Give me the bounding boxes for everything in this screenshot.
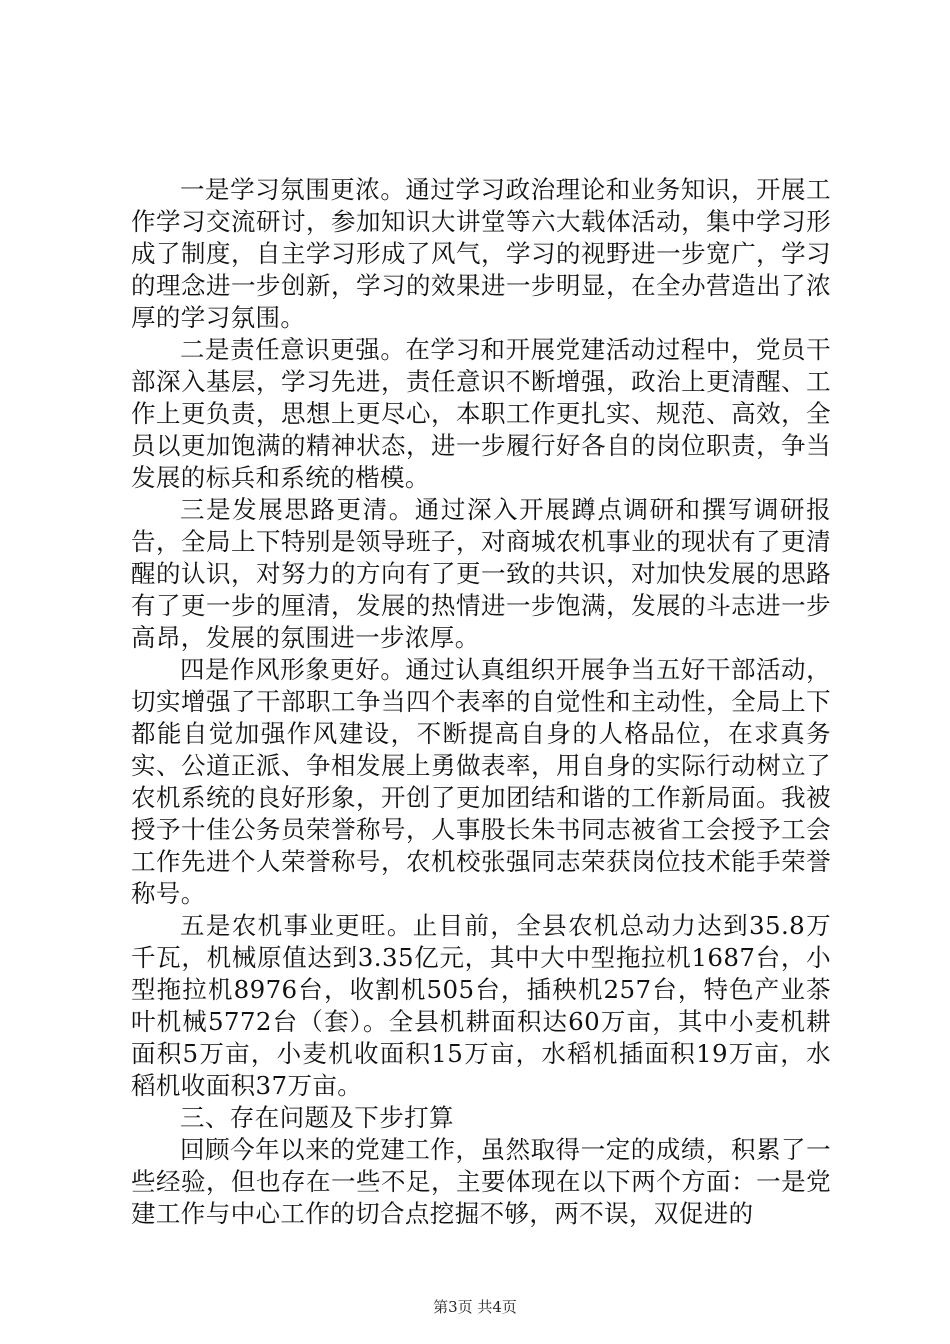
- paragraph-work-style: 四是作风形象更好。通过认真组织开展争当五好干部活动，切实增强了干部职工争当四个表率的自觉性和主动性，全局上下都能自觉加强作风建设，不断提高自身的人格品位，在求真务实、公道正派、争相发展上勇做表率，用自身的实际行动树立了农机系统的良好形象，开创了更加团结和谐的工作新局面。我被授予十佳公务员荣誉称号，人事股长朱书同志被省工会授予工会工作先进个人荣誉称号，农机校张强同志荣获岗位技术能手荣誉称号。: [131, 655, 831, 908]
- section-heading-problems: 三、存在问题及下步打算: [180, 1103, 454, 1132]
- paragraph-study-atmosphere: 一是学习氛围更浓。通过学习政治理论和业务知识，开展工作学习交流研讨，参加知识大讲堂等六大载体活动，集中学习形成了制度，自主学习形成了风气，学习的视野进一步宽广，学习的理念进一步创新，学习的效果进一步明显，在全办营造出了浓厚的学习氛围。: [131, 175, 831, 332]
- paragraph-review: 回顾今年以来的党建工作，虽然取得一定的成绩，积累了一些经验，但也存在一些不足，主要体现在以下两个方面：一是党建工作与中心工作的切合点挖掘不够，两不误，双促进的: [131, 1135, 831, 1228]
- document-body: [131, 174, 831, 1230]
- page-footer: 第3页 共4页: [433, 1298, 517, 1316]
- paragraph-development-ideas: 三是发展思路更清。通过深入开展蹲点调研和撰写调研报告，全局上下特别是领导班子，对商城农机事业的现状有了更清醒的认识，对努力的方向有了更一致的共识，对加快发展的思路有了更一步的厘清，发展的热情进一步饱满，发展的斗志进一步高昂，发展的氛围进一步浓厚。: [131, 495, 831, 652]
- paragraph-agri-machinery: 五是农机事业更旺。止目前，全县农机总动力达到35.8万千瓦，机械原值达到3.35亿元，其中大中型拖拉机1687台，小型拖拉机8976台，收割机505台，插秧机257台，特色产业茶叶机械5772台（套）。全县机耕面积达60万亩，其中小麦机耕面积5万亩，小麦机收面积15万亩，水稻机插面积19万亩，水稻机收面积37万亩。: [131, 911, 831, 1100]
- paragraph-responsibility: 二是责任意识更强。在学习和开展党建活动过程中，党员干部深入基层，学习先进，责任意识不断增强，政治上更清醒、工作上更负责，思想上更尽心，本职工作更扎实、规范、高效，全员以更加饱满的精神状态，进一步履行好各自的岗位职责，争当发展的标兵和系统的楷模。: [131, 335, 831, 492]
